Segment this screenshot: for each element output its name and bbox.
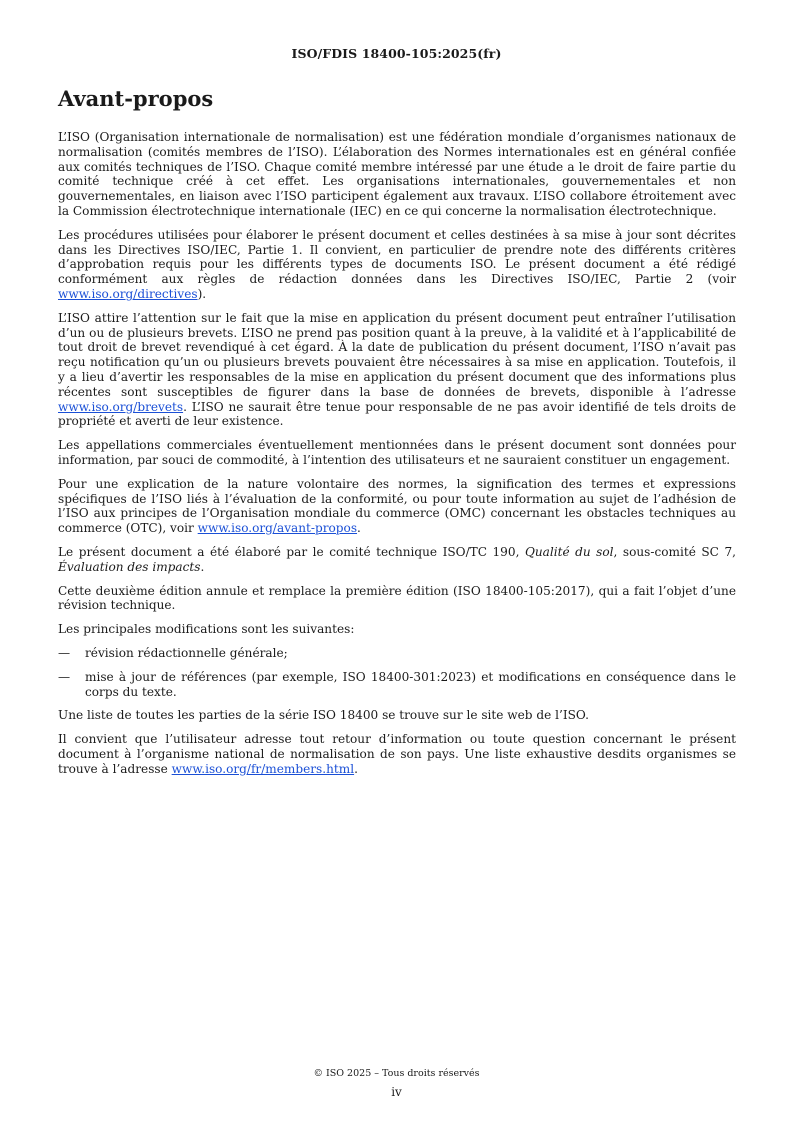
paragraph-text: Les procédures utilisées pour élaborer le présent document et celles destinées à sa mise à jour sont décrites dans les Directives ISO/IEC, Partie 1. Il convient, en particulier de prendre note des différents critères d’approbation requis pour les différents types de documents ISO. Le présent document a été rédigé conformément aux règles de rédaction données dans les Directives ISO/IEC, Partie 2 (voir bbox=[58, 227, 736, 287]
list-dash: — bbox=[58, 669, 71, 684]
paragraph-text: , sous-comité SC 7, bbox=[613, 544, 736, 559]
paragraph-iso-intro: L’ISO (Organisation internationale de normalisation) est une fédération mondiale d’organismes nationaux de normalisation (comités membres de l’ISO). L’élaboration des Normes internationales est en général confiée aux comités techniques de l’ISO. Chaque comité membre intéressé par une étude a le droit de faire partie du comité technique créé à cet effet. Les organisations internationales, gouvernementales et non gouvernementales, en liaison avec l’ISO participent également aux travaux. L’ISO collabore étroitement avec la Commission électrotechnique internationale (IEC) en ce qui concerne la normalisation électrotechnique. bbox=[58, 130, 736, 218]
paragraph-changes-intro: Les principales modifications sont les suivantes: bbox=[58, 622, 355, 637]
paragraph-text: Il convient que l’utilisateur adresse tout retour d’information ou toute question concernant le présent document à l’organisme national de normalisation de son pays. Une liste exhaustive desdits organismes se trouve à l’adresse bbox=[58, 732, 736, 776]
copyright-notice: © ISO 2025 – Tous droits réservés bbox=[313, 1068, 480, 1079]
list-item bbox=[58, 670, 736, 700]
page-number: iv bbox=[391, 1085, 402, 1099]
paragraph-text: Le présent document a été élaboré par le comité technique ISO/TC 190, bbox=[58, 544, 525, 559]
paragraph-text: . L’ISO ne saurait être tenue pour responsable de ne pas avoir identifié de tels droits de propriété et averti de leur existence. bbox=[58, 399, 736, 429]
document-identifier: ISO/FDIS 18400-105:2025(fr) bbox=[291, 46, 502, 61]
patents-link[interactable]: www.iso.org/brevets bbox=[58, 399, 184, 414]
section-title: Avant-propos bbox=[58, 86, 214, 111]
foreword-body bbox=[58, 130, 736, 785]
paragraph-patents bbox=[58, 311, 736, 429]
list-dash: — bbox=[58, 645, 71, 660]
paragraph-feedback bbox=[58, 732, 736, 776]
paragraph-series-list: Une liste de toutes les parties de la série ISO 18400 se trouve sur le site web de l’ISO. bbox=[58, 708, 589, 723]
paragraph-text: ). bbox=[197, 286, 207, 301]
foreword-link[interactable]: www.iso.org/avant-propos bbox=[197, 521, 358, 536]
paragraph-procedures bbox=[58, 228, 736, 302]
paragraph-voluntary-nature bbox=[58, 477, 736, 536]
subcommittee-name: Évaluation des impacts bbox=[58, 559, 201, 574]
paragraph-text: . bbox=[357, 521, 361, 536]
paragraph-text: . bbox=[200, 559, 205, 574]
directives-link[interactable]: www.iso.org/directives bbox=[58, 286, 198, 301]
paragraph-trade-names: Les appellations commerciales éventuellement mentionnées dans le présent document sont données pour information, par souci de commodité, à l’intention des utilisateurs et ne sauraient constituer un engagement. bbox=[58, 438, 736, 467]
paragraph-text: Pour une explication de la nature volontaire des normes, la signification des termes et expressions spécifiques de l’ISO liés à l’évaluation de la conformité, ou pour toute information au sujet de l’adhésion de l’ISO aux principes de l’Organisation mondiale du commerce (OMC) concernant les obstacles techniques au commerce (OTC), voir bbox=[58, 476, 736, 536]
paragraph-edition: Cette deuxième édition annule et remplace la première édition (ISO 18400-105:2017), qui a fait l’objet d’une révision technique. bbox=[58, 583, 736, 613]
paragraph-text: . bbox=[354, 761, 358, 776]
list-item-text: révision rédactionnelle générale; bbox=[85, 645, 288, 660]
committee-name: Qualité du sol bbox=[524, 544, 614, 559]
paragraph-committee bbox=[58, 545, 736, 575]
list-item-text: mise à jour de références (par exemple, ISO 18400-301:2023) et modifications en conséquence dans le corps du texte. bbox=[85, 669, 736, 699]
members-link[interactable]: www.iso.org/fr/members.html bbox=[171, 761, 355, 776]
list-item bbox=[58, 646, 736, 661]
paragraph-text: L’ISO attire l’attention sur le fait que la mise en application du présent document peut entraîner l’utilisation d’un ou de plusieurs brevets. L’ISO ne prend pas position quant à la preuve, à la validité et à l’applicabilité de tout droit de brevet revendiqué à cet égard. À la date de publication du présent document, l’ISO n’avait pas reçu notification qu’un ou plusieurs brevets pouvaient être nécessaires à sa mise en application. Toutefois, il y a lieu d’avertir les responsables de la mise en application du présent document que des informations plus récentes sont susceptibles de figurer dans la base de données de brevets, disponible à l’adresse bbox=[58, 310, 736, 399]
